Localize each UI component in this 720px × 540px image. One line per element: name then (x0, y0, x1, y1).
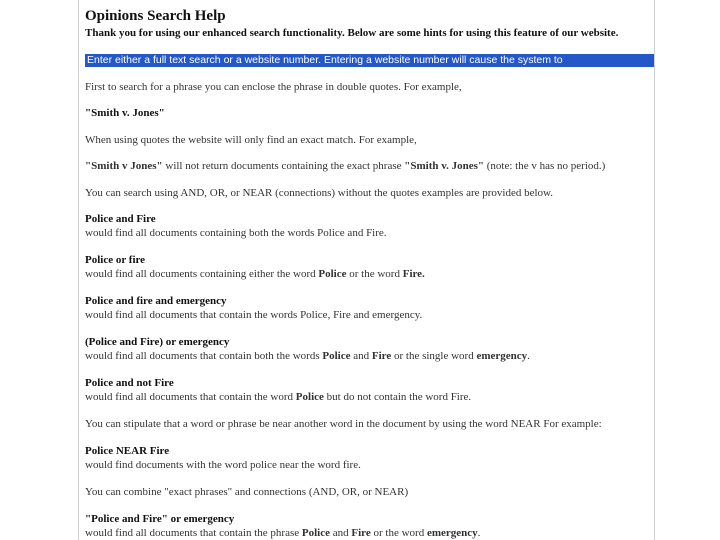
exact-example-note: (note: the v has no period.) (484, 160, 606, 172)
combine-hint: You can combine "exact phrases" and connections (AND, OR, or NEAR) (85, 486, 409, 498)
desc-keyword: Police (318, 268, 347, 280)
desc-text: and (350, 350, 372, 362)
exact-example-query2: "Smith v. Jones" (404, 160, 485, 172)
exact-example-query1: "Smith v Jones" (85, 160, 163, 172)
desc-keyword: Fire. (402, 268, 425, 280)
desc-keyword: Police (295, 391, 324, 403)
example-description: would find all documents containing both the words Police and Fire. (85, 227, 387, 239)
desc-text: or the single word (391, 350, 477, 362)
page-title: Opinions Search Help (85, 8, 226, 24)
example-query: (Police and Fire) or emergency (85, 336, 230, 348)
example-query: Police and not Fire (85, 377, 174, 389)
combine-example-description (85, 527, 480, 540)
desc-text: would find all documents that contain the word (85, 391, 296, 403)
desc-text: would find all documents that contain both the words (85, 350, 323, 362)
phrase-hint: First to search for a phrase you can enclose the phrase in double quotes. For example, (85, 81, 462, 93)
desc-keyword: emergency (426, 527, 478, 539)
combine-example-query: "Police and Fire" or emergency (85, 513, 235, 525)
desc-text: . (477, 527, 481, 539)
example-query: Police and fire and emergency (85, 295, 227, 307)
near-example-description: would find documents with the word police near the word fire. (85, 459, 361, 471)
connections-hint: You can search using AND, OR, or NEAR (connections) without the quotes examples are provided below. (85, 187, 554, 199)
desc-keyword: Fire (371, 350, 392, 362)
desc-text: . (527, 350, 530, 362)
example-description: would find all documents that contain the words Police, Fire and emergency. (85, 309, 423, 321)
desc-text: or the word (370, 527, 427, 539)
intro-text: Thank you for using our enhanced search functionality. Below are some hints for using this feature of our website. (85, 27, 619, 39)
example-description (85, 391, 471, 404)
exact-example (85, 160, 605, 173)
near-example-query: Police NEAR Fire (85, 445, 170, 457)
desc-keyword: Police (301, 527, 330, 539)
help-page (78, 0, 655, 540)
example-query: Police or fire (85, 254, 146, 266)
selected-text-line[interactable]: Enter either a full text search or a website number. Entering a website number will cause the system to (85, 54, 655, 67)
example-description (85, 350, 530, 363)
near-hint: You can stipulate that a word or phrase be near another word in the document by using the word NEAR For example: (85, 418, 602, 430)
desc-text: would find all documents containing either the word (85, 268, 319, 280)
desc-keyword: Police (322, 350, 351, 362)
desc-keyword: Fire (351, 527, 371, 539)
example-quoted: "Smith v. Jones" (85, 107, 165, 119)
desc-keyword: emergency (476, 350, 528, 362)
example-description (85, 268, 425, 281)
desc-text: would find all documents that contain the phrase (85, 527, 302, 539)
exact-match-hint: When using quotes the website will only find an exact match. For example, (85, 134, 417, 146)
desc-text: or the word (346, 268, 403, 280)
exact-example-mid: will not return documents containing the exact phrase (162, 160, 405, 172)
desc-text: and (330, 527, 352, 539)
example-query: Police and Fire (85, 213, 156, 225)
desc-text: but do not contain the word Fire. (323, 391, 472, 403)
